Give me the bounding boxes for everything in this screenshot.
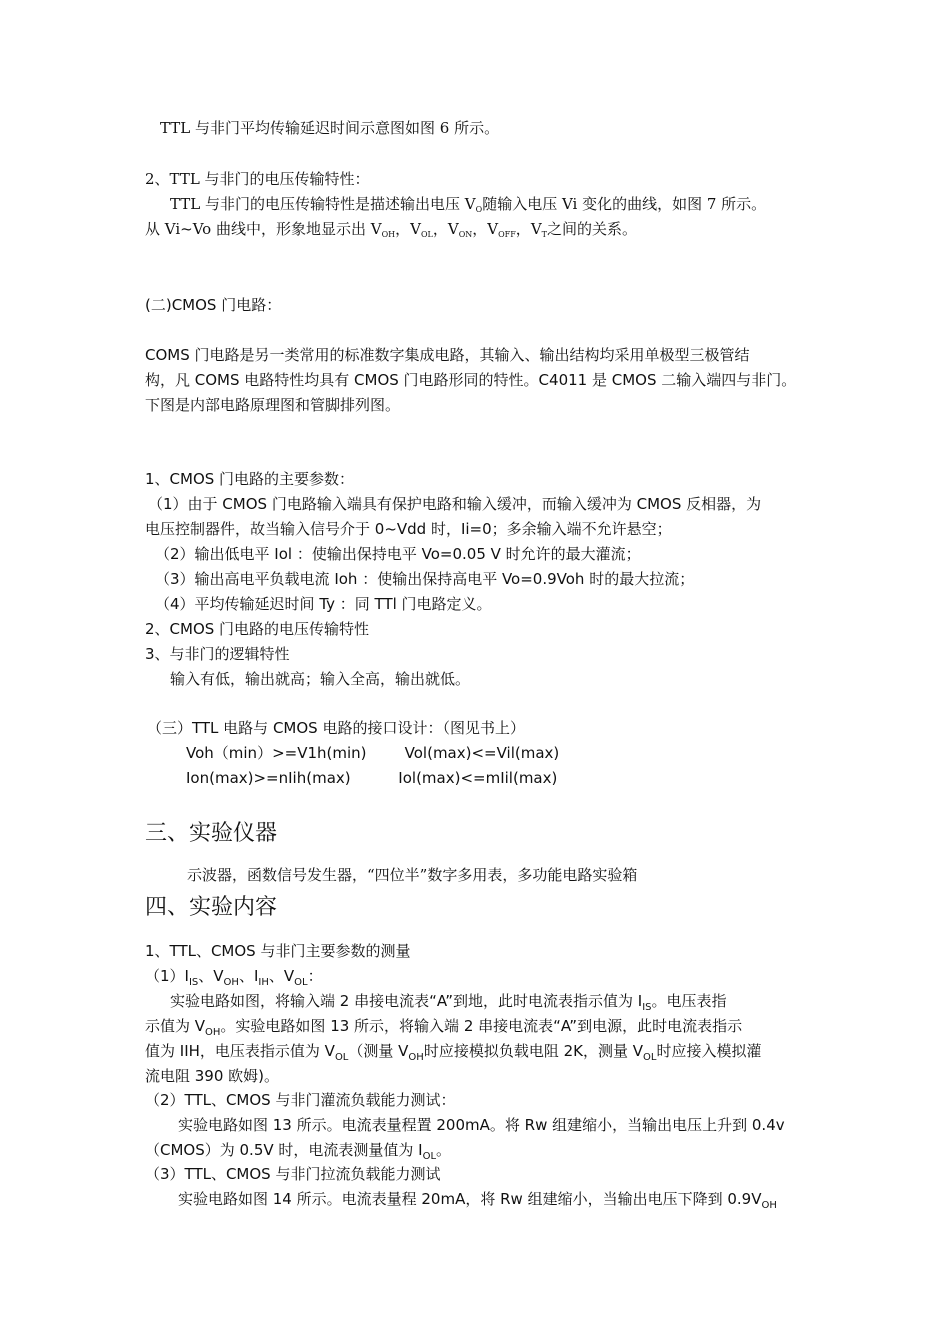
nand-logic-text: 输入有低，输出就高；输入全高，输出就低。 [170, 670, 471, 688]
paragraph-cmos-line3: 下图是内部电路原理图和管脚排列图。 [145, 396, 401, 414]
paragraph-voltage-transfer-line1: TTL 与非门的电压传输特性是描述输出电压 $V_O$随输入电压 Vi 变化的曲线，如图 7 所示。 [170, 195, 767, 214]
section-title-content: 四、实验内容 [145, 895, 278, 920]
section-heading-voltage-transfer: 2、TTL 与非门的电压传输特性： [145, 170, 370, 188]
interface-formula-1: Voh（min）>=V1h(min) Vol(max)<=Vil(max) [186, 744, 560, 762]
heading-interface-design: （三）TTL 电路与 CMOS 电路的接口设计：（图见书上） [147, 719, 525, 737]
paragraph-measurement-line2: 示值为 $V_{OH}$。实验电路如图 13 所示，将输入端 2 串接电流表“A”到电源，此时电流表指示 [145, 1017, 743, 1038]
subheading-is-voh-iih-vol: $(1)I_{IS}$、$V_{OH}$、$I_{IH}$、$V_{OL}$： [145, 967, 323, 988]
heading-sink-current-test: （2）TTL、CMOS 与非门灌流负载能力测试： [145, 1091, 456, 1109]
heading-cmos-voltage-transfer: 2、CMOS 门电路的电压传输特性 [145, 620, 370, 638]
param-item-3: （3）输出高电平负载电流 Ioh ：使输出保持高电平 Vo=0.9Voh 时的最大拉流； [155, 570, 695, 588]
interface-formula-2: Ion(max)>=nIih(max) Iol(max)<=mIil(max) [186, 769, 558, 787]
paragraph-sink-test-line2: （CMOS）为 0.5V 时，电流表测量值为 $I_{OL}$。 [145, 1141, 452, 1162]
param-item-2: （2）输出低电平 Iol ：使输出保持电平 Vo=0.05 V 时允许的最大灌流； [155, 545, 641, 563]
heading-cmos-params: 1、CMOS 门电路的主要参数： [145, 470, 355, 488]
heading-source-current-test: （3）TTL、CMOS 与非门拉流负载能力测试 [145, 1165, 441, 1183]
paragraph-source-test-line1: 实验电路如图 14 所示。电流表量程 20mA，将 Rw 组建缩小，当输出电压下降到 $0.9V_{OH}$ [178, 1190, 777, 1211]
param-item-1-line1: （1）由于 CMOS 门电路输入端具有保护电路和输入缓冲，而输入缓冲为 CMOS 反相器，为 [148, 495, 762, 513]
param-item-4: （4）平均传输延迟时间 Ty ：同 TTl 门电路定义。 [155, 595, 492, 613]
paragraph-cmos-line1: COMS 门电路是另一类常用的标准数字集成电路，其输入、输出结构均采用单极型三极管结 [145, 346, 750, 364]
paragraph-measurement-line4: 流电阻 390 欧姆)。 [145, 1067, 280, 1085]
heading-nand-logic: 3、与非门的逻辑特性 [145, 645, 290, 663]
heading-param-measurement: 1、TTL、CMOS 与非门主要参数的测量 [145, 942, 411, 960]
paragraph-measurement-line1: 实验电路如图，将输入端 2 串接电流表“A”到地，此时电流表指示值为 $I_{IS}$。电压表指 [170, 992, 727, 1013]
paragraph-measurement-line3: 值为 IIH，电压表指示值为 $V_{OL}$（测量 $V_{OH}$时应接模拟负载电阻 2K，测量 $V_{OL}$时应接入模拟灌 [145, 1042, 762, 1063]
paragraph-cmos-line2: 构，凡 COMS 电路特性均具有 CMOS 门电路形同的特性。C4011 是 CMOS 二输入端四与非门。 [145, 371, 797, 389]
paragraph-delay-figure: TTL 与非门平均传输延迟时间示意图如图 6 所示。 [160, 119, 500, 137]
section-heading-cmos: (二)CMOS 门电路： [145, 296, 282, 314]
paragraph-sink-test-line1: 实验电路如图 13 所示。电流表量程置 200mA。将 Rw 组建缩小，当输出电压上升到 0.4v [178, 1116, 785, 1134]
instruments-list: 示波器，函数信号发生器，“四位半”数字多用表，多功能电路实验箱 [187, 866, 638, 884]
section-title-instruments: 三、实验仪器 [145, 821, 278, 846]
paragraph-voltage-transfer-line2: 从 Vi~Vo 曲线中，形象地显示出 $V_{OH}$，$V_{OL}$，$V_{ON}$，$V_{OFF}$，$V_T$之间的关系。 [145, 220, 638, 239]
param-item-1-line2: 电压控制器件，故当输入信号介于 0~Vdd 时，Ii=0；多余输入端不允许悬空； [145, 520, 672, 538]
